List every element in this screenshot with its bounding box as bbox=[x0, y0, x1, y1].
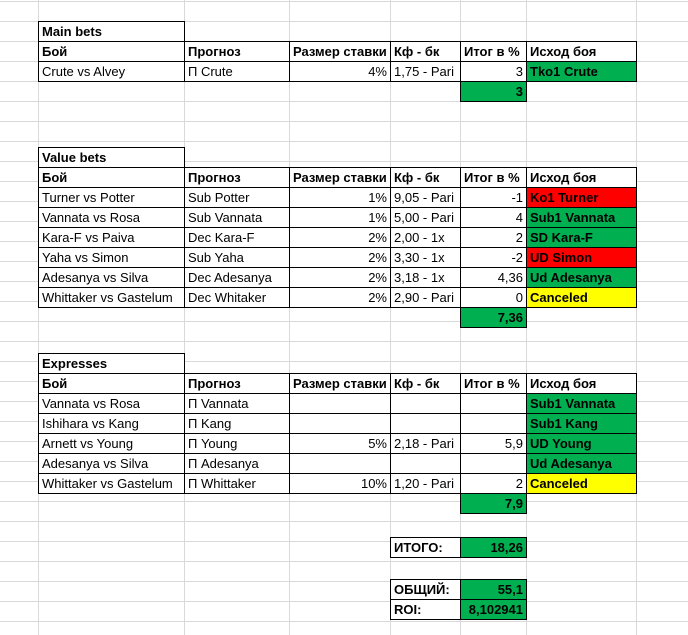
express-header-cell[interactable]: Прогноз bbox=[184, 373, 290, 394]
value-row-stake-cell[interactable]: 2% bbox=[289, 247, 391, 268]
column-gridline bbox=[38, 0, 39, 635]
value-title-cell[interactable]: Value bets bbox=[38, 147, 185, 168]
express-row-outcome-cell[interactable]: UD Young bbox=[526, 433, 637, 454]
value-row-fight-cell[interactable]: Kara-F vs Paiva bbox=[38, 227, 185, 248]
main-header-cell[interactable]: Итог в % bbox=[460, 41, 527, 62]
value-row-stake-cell[interactable]: 2% bbox=[289, 227, 391, 248]
express-header-cell[interactable]: Итог в % bbox=[460, 373, 527, 394]
row-gridline bbox=[0, 521, 688, 522]
value-row-outcome-cell[interactable]: Ud Adesanya bbox=[526, 267, 637, 288]
row-gridline bbox=[0, 581, 688, 582]
express-title-cell[interactable]: Expresses bbox=[38, 353, 185, 374]
express-row-odds-cell[interactable]: 1,20 - Pari bbox=[390, 473, 461, 494]
main-row-stake-cell[interactable]: 4% bbox=[289, 61, 391, 82]
express-row-result-cell[interactable]: 2 bbox=[460, 473, 527, 494]
main-row-fight-cell[interactable]: Crute vs Alvey bbox=[38, 61, 185, 82]
column-gridline bbox=[289, 0, 290, 635]
main-header-cell[interactable]: Бой bbox=[38, 41, 185, 62]
main-title-cell[interactable]: Main bets bbox=[38, 21, 185, 42]
express-header-cell[interactable]: Исход боя bbox=[526, 373, 637, 394]
express-row-pick-cell[interactable]: П Vannata bbox=[184, 393, 290, 414]
row-gridline bbox=[0, 1, 688, 2]
value-row-fight-cell[interactable]: Turner vs Potter bbox=[38, 187, 185, 208]
value-header-cell[interactable]: Кф - бк bbox=[390, 167, 461, 188]
main-row-outcome-cell[interactable]: Tko1 Crute bbox=[526, 61, 637, 82]
express-row-result-cell[interactable] bbox=[460, 413, 527, 434]
main-row-result-cell[interactable]: 3 bbox=[460, 61, 527, 82]
value-row-result-cell[interactable]: 0 bbox=[460, 287, 527, 308]
express-row-stake-cell[interactable] bbox=[289, 453, 391, 474]
column-gridline bbox=[636, 0, 637, 635]
express-header-cell[interactable]: Размер ставки bbox=[289, 373, 391, 394]
value-row-outcome-cell[interactable]: Canceled bbox=[526, 287, 637, 308]
row-gridline bbox=[0, 321, 688, 322]
express-header-cell[interactable]: Бой bbox=[38, 373, 185, 394]
express-row-fight-cell[interactable]: Adesanya vs Silva bbox=[38, 453, 185, 474]
row-gridline bbox=[0, 601, 688, 602]
express-row-stake-cell[interactable] bbox=[289, 393, 391, 414]
row-gridline bbox=[0, 121, 688, 122]
value-header-cell[interactable]: Итог в % bbox=[460, 167, 527, 188]
value-row-pick-cell[interactable]: Sub Yaha bbox=[184, 247, 290, 268]
row-gridline bbox=[0, 341, 688, 342]
value-row-pick-cell[interactable]: Sub Potter bbox=[184, 187, 290, 208]
express-row-outcome-cell[interactable]: Sub1 Vannata bbox=[526, 393, 637, 414]
express-row-result-cell[interactable] bbox=[460, 393, 527, 414]
value-row-stake-cell[interactable]: 1% bbox=[289, 207, 391, 228]
value-row-pick-cell[interactable]: Dec Whitaker bbox=[184, 287, 290, 308]
roi-value-cell[interactable]: 8,102941 bbox=[460, 599, 527, 620]
row-gridline bbox=[0, 541, 688, 542]
express-row-outcome-cell[interactable]: Ud Adesanya bbox=[526, 453, 637, 474]
value-row-odds-cell[interactable]: 2,00 - 1x bbox=[390, 227, 461, 248]
value-row-odds-cell[interactable]: 9,05 - Pari bbox=[390, 187, 461, 208]
express-row-pick-cell[interactable]: П Kang bbox=[184, 413, 290, 434]
value-row-result-cell[interactable]: -1 bbox=[460, 187, 527, 208]
value-row-fight-cell[interactable]: Vannata vs Rosa bbox=[38, 207, 185, 228]
main-total-cell[interactable]: 3 bbox=[460, 81, 527, 102]
value-row-odds-cell[interactable]: 5,00 - Pari bbox=[390, 207, 461, 228]
express-row-result-cell[interactable] bbox=[460, 453, 527, 474]
main-header-cell[interactable]: Кф - бк bbox=[390, 41, 461, 62]
value-row-pick-cell[interactable]: Sub Vannata bbox=[184, 207, 290, 228]
value-row-odds-cell[interactable]: 3,30 - 1x bbox=[390, 247, 461, 268]
express-row-fight-cell[interactable]: Whittaker vs Gastelum bbox=[38, 473, 185, 494]
value-row-outcome-cell[interactable]: SD Kara-F bbox=[526, 227, 637, 248]
main-header-cell[interactable]: Исход боя bbox=[526, 41, 637, 62]
express-row-outcome-cell[interactable]: Canceled bbox=[526, 473, 637, 494]
express-row-odds-cell[interactable] bbox=[390, 393, 461, 414]
value-header-cell[interactable]: Бой bbox=[38, 167, 185, 188]
total-value-cell[interactable]: 55,1 bbox=[460, 579, 527, 600]
value-row-pick-cell[interactable]: Dec Adesanya bbox=[184, 267, 290, 288]
express-row-pick-cell[interactable]: П Whittaker bbox=[184, 473, 290, 494]
value-row-stake-cell[interactable]: 2% bbox=[289, 287, 391, 308]
express-row-pick-cell[interactable]: П Young bbox=[184, 433, 290, 454]
express-row-outcome-cell[interactable]: Sub1 Kang bbox=[526, 413, 637, 434]
row-gridline bbox=[0, 141, 688, 142]
row-gridline bbox=[0, 101, 688, 102]
roi-label-cell[interactable]: ROI: bbox=[390, 599, 461, 620]
main-row-odds-cell[interactable]: 1,75 - Pari bbox=[390, 61, 461, 82]
row-gridline bbox=[0, 501, 688, 502]
main-row-pick-cell[interactable]: П Crute bbox=[184, 61, 290, 82]
value-row-result-cell[interactable]: 4 bbox=[460, 207, 527, 228]
value-row-fight-cell[interactable]: Yaha vs Simon bbox=[38, 247, 185, 268]
value-row-outcome-cell[interactable]: Sub1 Vannata bbox=[526, 207, 637, 228]
value-header-cell[interactable]: Исход боя bbox=[526, 167, 637, 188]
row-gridline bbox=[0, 621, 688, 622]
value-row-stake-cell[interactable]: 1% bbox=[289, 187, 391, 208]
itogo-label-cell[interactable]: ИТОГО: bbox=[390, 537, 461, 558]
express-row-result-cell[interactable]: 5,9 bbox=[460, 433, 527, 454]
value-row-result-cell[interactable]: 4,36 bbox=[460, 267, 527, 288]
express-row-stake-cell[interactable]: 10% bbox=[289, 473, 391, 494]
value-row-outcome-cell[interactable]: Ko1 Turner bbox=[526, 187, 637, 208]
value-row-pick-cell[interactable]: Dec Kara-F bbox=[184, 227, 290, 248]
express-row-fight-cell[interactable]: Ishihara vs Kang bbox=[38, 413, 185, 434]
value-row-fight-cell[interactable]: Adesanya vs Silva bbox=[38, 267, 185, 288]
total-label-cell[interactable]: ОБЩИЙ: bbox=[390, 579, 461, 600]
express-row-odds-cell[interactable]: 2,18 - Pari bbox=[390, 433, 461, 454]
express-row-stake-cell[interactable] bbox=[289, 413, 391, 434]
value-header-cell[interactable]: Размер ставки bbox=[289, 167, 391, 188]
express-row-fight-cell[interactable]: Arnett vs Young bbox=[38, 433, 185, 454]
value-row-result-cell[interactable]: -2 bbox=[460, 247, 527, 268]
main-header-cell[interactable]: Размер ставки bbox=[289, 41, 391, 62]
express-header-cell[interactable]: Кф - бк bbox=[390, 373, 461, 394]
value-header-cell[interactable]: Прогноз bbox=[184, 167, 290, 188]
value-total-cell[interactable]: 7,36 bbox=[460, 307, 527, 328]
value-row-outcome-cell[interactable]: UD Simon bbox=[526, 247, 637, 268]
main-header-cell[interactable]: Прогноз bbox=[184, 41, 290, 62]
itogo-value-cell[interactable]: 18,26 bbox=[460, 537, 527, 558]
row-gridline bbox=[0, 561, 688, 562]
express-total-cell[interactable]: 7,9 bbox=[460, 493, 527, 514]
express-row-odds-cell[interactable] bbox=[390, 453, 461, 474]
express-row-stake-cell[interactable]: 5% bbox=[289, 433, 391, 454]
value-row-result-cell[interactable]: 2 bbox=[460, 227, 527, 248]
value-row-odds-cell[interactable]: 2,90 - Pari bbox=[390, 287, 461, 308]
value-row-fight-cell[interactable]: Whittaker vs Gastelum bbox=[38, 287, 185, 308]
value-row-odds-cell[interactable]: 3,18 - 1x bbox=[390, 267, 461, 288]
express-row-pick-cell[interactable]: П Adesanya bbox=[184, 453, 290, 474]
express-row-fight-cell[interactable]: Vannata vs Rosa bbox=[38, 393, 185, 414]
express-row-odds-cell[interactable] bbox=[390, 413, 461, 434]
column-gridline bbox=[184, 0, 185, 635]
value-row-stake-cell[interactable]: 2% bbox=[289, 267, 391, 288]
